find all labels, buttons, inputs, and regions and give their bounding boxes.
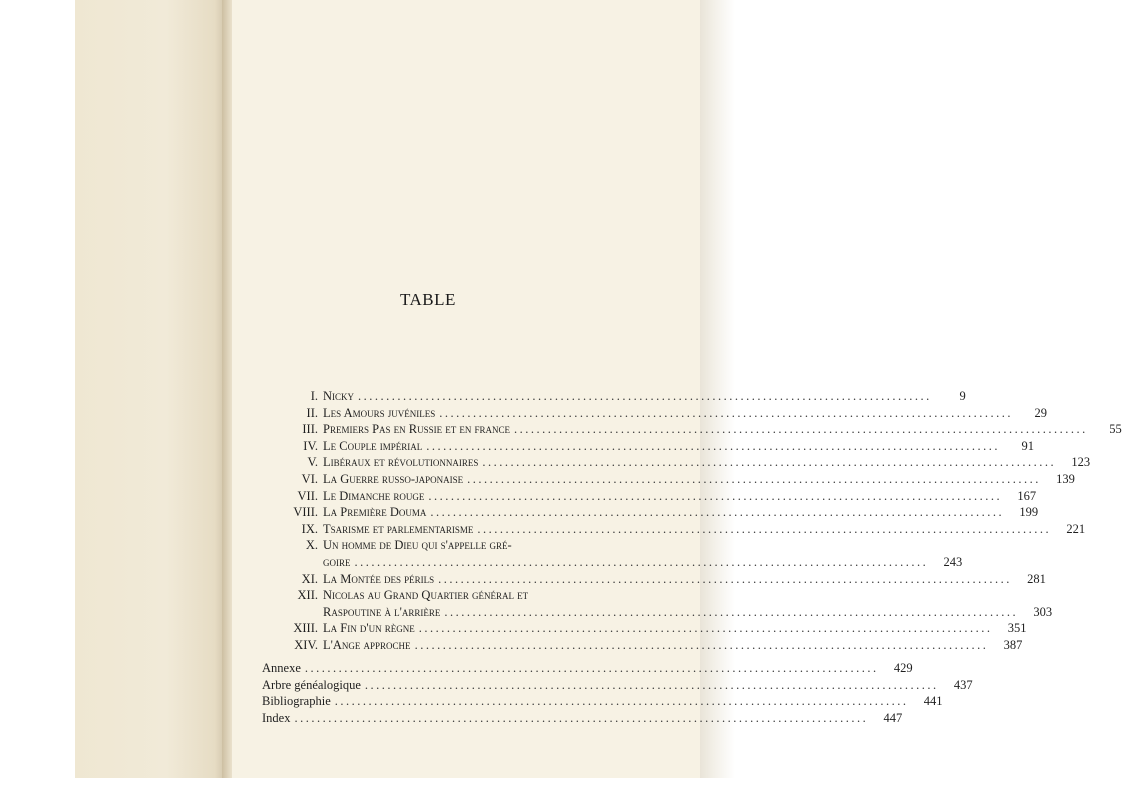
chapter-title: Tsarisme et parlementarisme: [323, 521, 474, 536]
page-number: 429: [893, 661, 913, 675]
page-number: 167: [1017, 488, 1037, 503]
chapter-title: La Guerre russo-japonaise: [323, 471, 464, 486]
toc-row[interactable]: [258, 521, 1086, 539]
page-number: 351: [1007, 621, 1027, 636]
toc-row[interactable]: [258, 571, 1046, 589]
page-number: 123: [1071, 455, 1091, 470]
chapter-number: II.: [306, 405, 318, 420]
dot-leader: ......................................................................................................: [430, 505, 1005, 520]
chapter-number: IV.: [303, 438, 318, 453]
dot-leader: ......................................................................................................: [514, 422, 1088, 437]
chapter-title-line1: Un homme de Dieu qui s'appelle gré-: [323, 538, 512, 553]
chapter-title: L'Ange approche: [323, 637, 411, 652]
dot-leader: ......................................................................................................: [354, 554, 929, 569]
toc-row[interactable]: [258, 505, 1039, 522]
chapter-title: Le Dimanche rouge: [323, 488, 425, 503]
back-matter-title: Index: [262, 710, 291, 725]
toc-row[interactable]: [258, 637, 1023, 655]
page-number: 91: [1021, 438, 1034, 453]
chapter-title: Nicky: [323, 389, 355, 403]
table-of-contents: [258, 389, 1122, 655]
dot-leader: ......................................................................................................: [294, 710, 869, 725]
page-number: 243: [943, 554, 963, 569]
chapter-title-line1: Nicolas au Grand Quartier général et: [323, 588, 529, 603]
toc-row[interactable]: [262, 677, 973, 695]
chapter-number: V.: [307, 455, 318, 470]
page-number: 29: [1034, 405, 1047, 420]
dot-leader: ......................................................................................................: [414, 637, 989, 652]
back-matter-title: Arbre généalogique: [262, 677, 361, 692]
chapter-title-line2: Raspoutine à l'arrière: [323, 604, 441, 619]
page-number: 55: [1109, 422, 1122, 437]
toc-row[interactable]: [262, 661, 913, 678]
page-number: 9: [959, 389, 966, 403]
chapter-number: I.: [310, 389, 318, 403]
chapter-title: Libéraux et révolutionnaires: [323, 455, 479, 470]
toc-row[interactable]: [258, 538, 602, 555]
dot-leader: ......................................................................................................: [364, 677, 939, 692]
toc-row[interactable]: [258, 488, 1037, 506]
page-number: 199: [1019, 505, 1039, 520]
chapter-title: La Première Douma: [323, 505, 427, 520]
toc-row[interactable]: [258, 422, 1122, 439]
page-number: 441: [923, 694, 943, 709]
back-matter-title: Bibliographie: [262, 694, 331, 709]
chapter-number: VIII.: [293, 505, 318, 520]
back-matter-title: Annexe: [262, 661, 301, 675]
chapter-number: XIII.: [293, 621, 318, 636]
dot-leader: ......................................................................................................: [439, 405, 1013, 420]
page-number: 437: [953, 677, 973, 692]
toc-row[interactable]: [258, 471, 1075, 489]
chapter-title: Premiers Pas en Russie et en france: [323, 422, 511, 437]
toc-row[interactable]: [262, 694, 943, 711]
chapter-title: Les Amours juvéniles: [323, 405, 436, 420]
toc-row[interactable]: [262, 710, 903, 728]
toc-row[interactable]: [258, 588, 602, 605]
dot-leader: ......................................................................................................: [304, 661, 879, 675]
chapter-number: VI.: [301, 471, 318, 486]
dot-leader: ......................................................................................................: [482, 455, 1057, 470]
chapter-title-line2: goire: [323, 554, 351, 569]
toc-row-continuation[interactable]: [258, 554, 963, 572]
page-number: 387: [1003, 637, 1023, 652]
dot-leader: ......................................................................................................: [418, 621, 993, 636]
chapter-number: XI.: [301, 571, 318, 586]
dot-leader: ......................................................................................................: [426, 438, 1000, 453]
chapter-number: X.: [305, 538, 318, 553]
back-matter: [262, 661, 973, 727]
page-number: 303: [1033, 604, 1053, 619]
toc-row[interactable]: [258, 389, 966, 406]
chapter-title: Le Couple impérial: [323, 438, 423, 453]
dot-leader: ......................................................................................................: [438, 571, 1012, 586]
page-number: 281: [1027, 571, 1046, 586]
chapter-number: VII.: [297, 488, 318, 503]
chapter-number: XII.: [297, 588, 318, 603]
dot-leader: ......................................................................................................: [334, 694, 909, 709]
dot-leader: ......................................................................................................: [444, 604, 1019, 619]
dot-leader: ......................................................................................................: [428, 488, 1003, 503]
toc-row[interactable]: [258, 621, 1027, 638]
table-heading: TABLE: [400, 290, 456, 309]
toc-row[interactable]: [258, 405, 1047, 423]
chapter-number: IX.: [301, 521, 318, 536]
chapter-number: XIV.: [294, 637, 318, 652]
toc-row-continuation[interactable]: [258, 604, 1053, 622]
page-number: 221: [1066, 521, 1086, 536]
page-number: 139: [1056, 471, 1075, 486]
left-page: [75, 0, 227, 778]
chapter-title: La Montée des périls: [323, 571, 435, 586]
toc-row[interactable]: [258, 438, 1034, 456]
page-number: 447: [883, 710, 903, 725]
chapter-number: III.: [302, 422, 318, 437]
dot-leader: ......................................................................................................: [477, 521, 1052, 536]
dot-leader: ......................................................................................................: [467, 471, 1041, 486]
toc-row[interactable]: [258, 455, 1091, 472]
dot-leader: ......................................................................................................: [358, 389, 932, 403]
chapter-title: La Fin d'un règne: [323, 621, 415, 636]
